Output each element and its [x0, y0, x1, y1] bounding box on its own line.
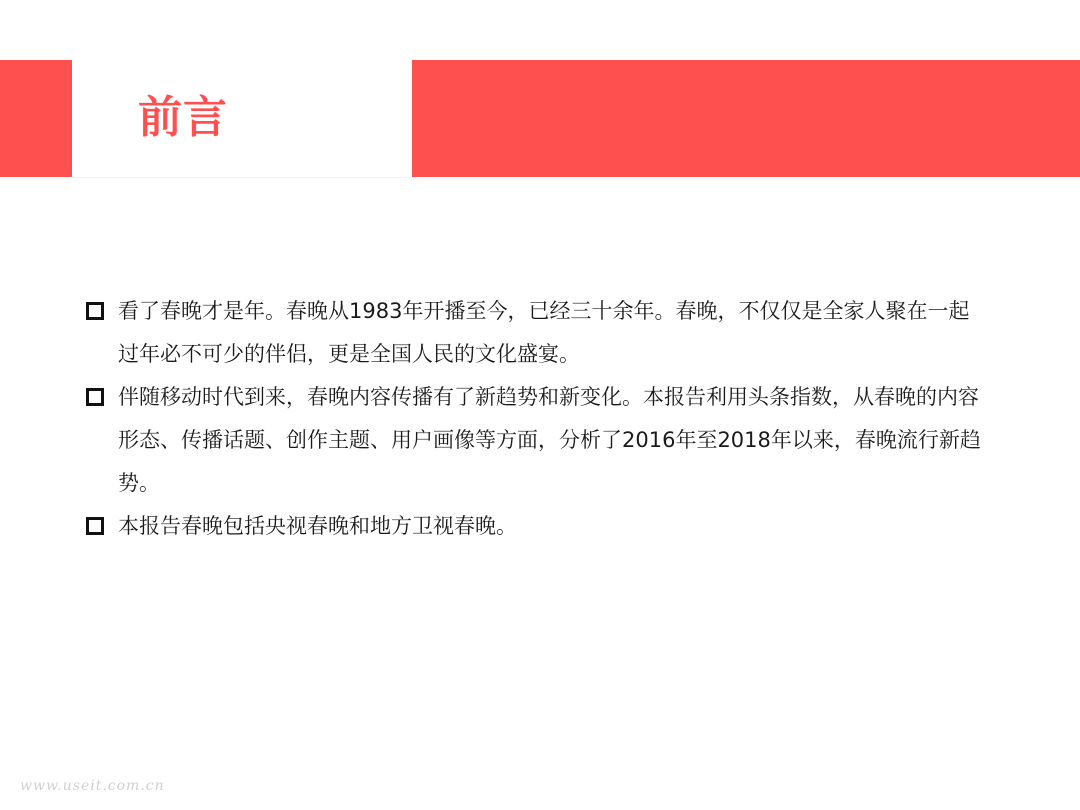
- square-bullet-icon: [86, 302, 104, 320]
- bullet-item: [86, 290, 996, 376]
- bullet-text: 本报告春晚包括央视春晚和地方卫视春晚。: [118, 514, 517, 538]
- page-title: 前言: [138, 92, 228, 143]
- watermark: www.useit.com.cn: [20, 778, 165, 794]
- title-box: [72, 60, 412, 177]
- square-bullet-icon: [86, 388, 104, 406]
- square-bullet-icon: [86, 517, 104, 535]
- header-band-right: [412, 60, 1080, 177]
- header-band-left: [0, 60, 72, 177]
- bullet-text: 看了春晚才是年。春晚从1983年开播至今，已经三十余年。春晚，不仅仅是全家人聚在一起过年必不可少的伴侣，更是全国人民的文化盛宴。: [118, 299, 970, 366]
- bullet-item: [86, 376, 996, 505]
- bullet-list: [86, 290, 996, 548]
- bullet-text: 伴随移动时代到来，春晚内容传播有了新趋势和新变化。本报告利用头条指数，从春晚的内容形态、传播话题、创作主题、用户画像等方面，分析了2016年至2018年以来，春晚流行新趋势。: [118, 385, 981, 495]
- bullet-item: [86, 505, 996, 548]
